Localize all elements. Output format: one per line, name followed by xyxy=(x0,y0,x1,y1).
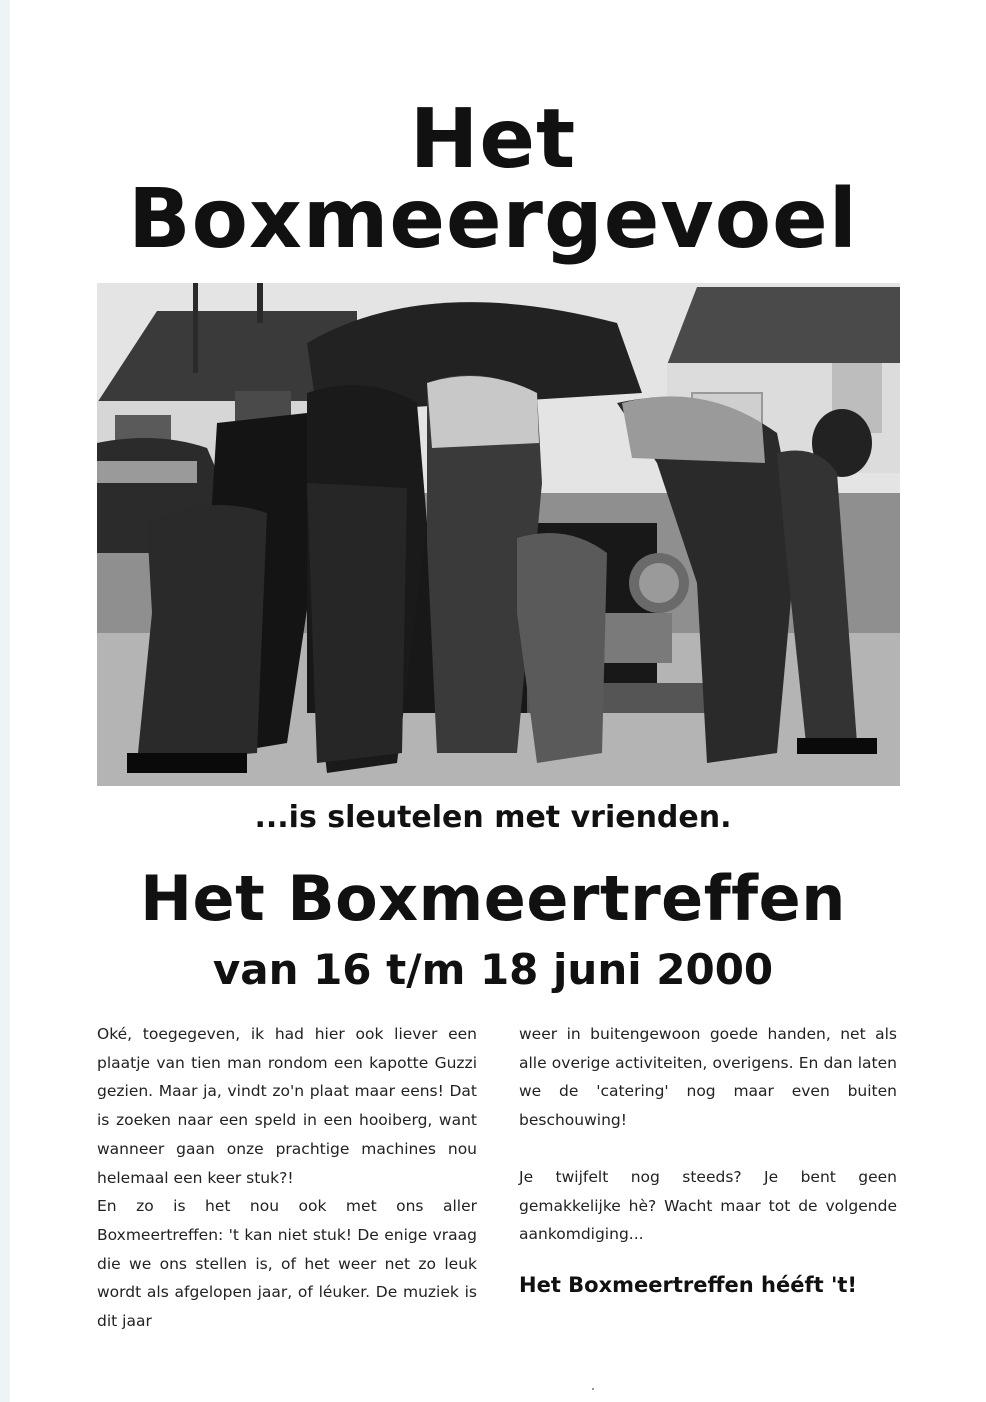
body-column-right xyxy=(519,1020,897,1300)
closing-slogan: Het Boxmeertreffen hééft 't! xyxy=(519,1272,857,1297)
title-line-1: Het xyxy=(409,92,577,187)
body-paragraph: weer in buitengewoon goede handen, net als alle overige activiteiten, overigens. En dan laten we de 'catering' nog maar even buiten beschouwing! xyxy=(519,1025,897,1130)
tagline: ...is sleutelen met vrienden. xyxy=(254,800,732,835)
body-paragraph: Je twijfelt nog steeds? Je bent geen gemakkelijke hè? Wacht maar tot de volgende aankomdiging... xyxy=(519,1167,897,1244)
event-dates: van 16 t/m 18 juni 2000 xyxy=(212,945,774,994)
body-paragraph: En zo is het nou ook met ons aller Boxmeertreffen: 't kan niet stuk! De enige vraag die we ons stellen is, of het weer net zo leuk wordt als afgelopen jaar, of léuker. De muziek is dit jaar xyxy=(97,1197,477,1331)
hero-photo-drawing xyxy=(97,283,900,786)
footer-mark xyxy=(592,1388,594,1390)
title-line-2: Boxmeergevoel xyxy=(128,172,858,267)
paragraph-spacer xyxy=(519,1135,897,1163)
body-paragraph: Oké, toegegeven, ik had hier ook liever een plaatje van tien man rondom een kapotte Guzzi gezien. Maar ja, vindt zo'n plaat maar eens! Dat is zoeken naar een speld in een hooiberg, want wanneer gaan onze prachtige machines nou helemaal een keer stuk?! xyxy=(97,1025,477,1187)
body-column-left xyxy=(97,1020,477,1336)
event-title: Het Boxmeertreffen xyxy=(140,862,846,935)
hero-photo xyxy=(97,283,900,786)
